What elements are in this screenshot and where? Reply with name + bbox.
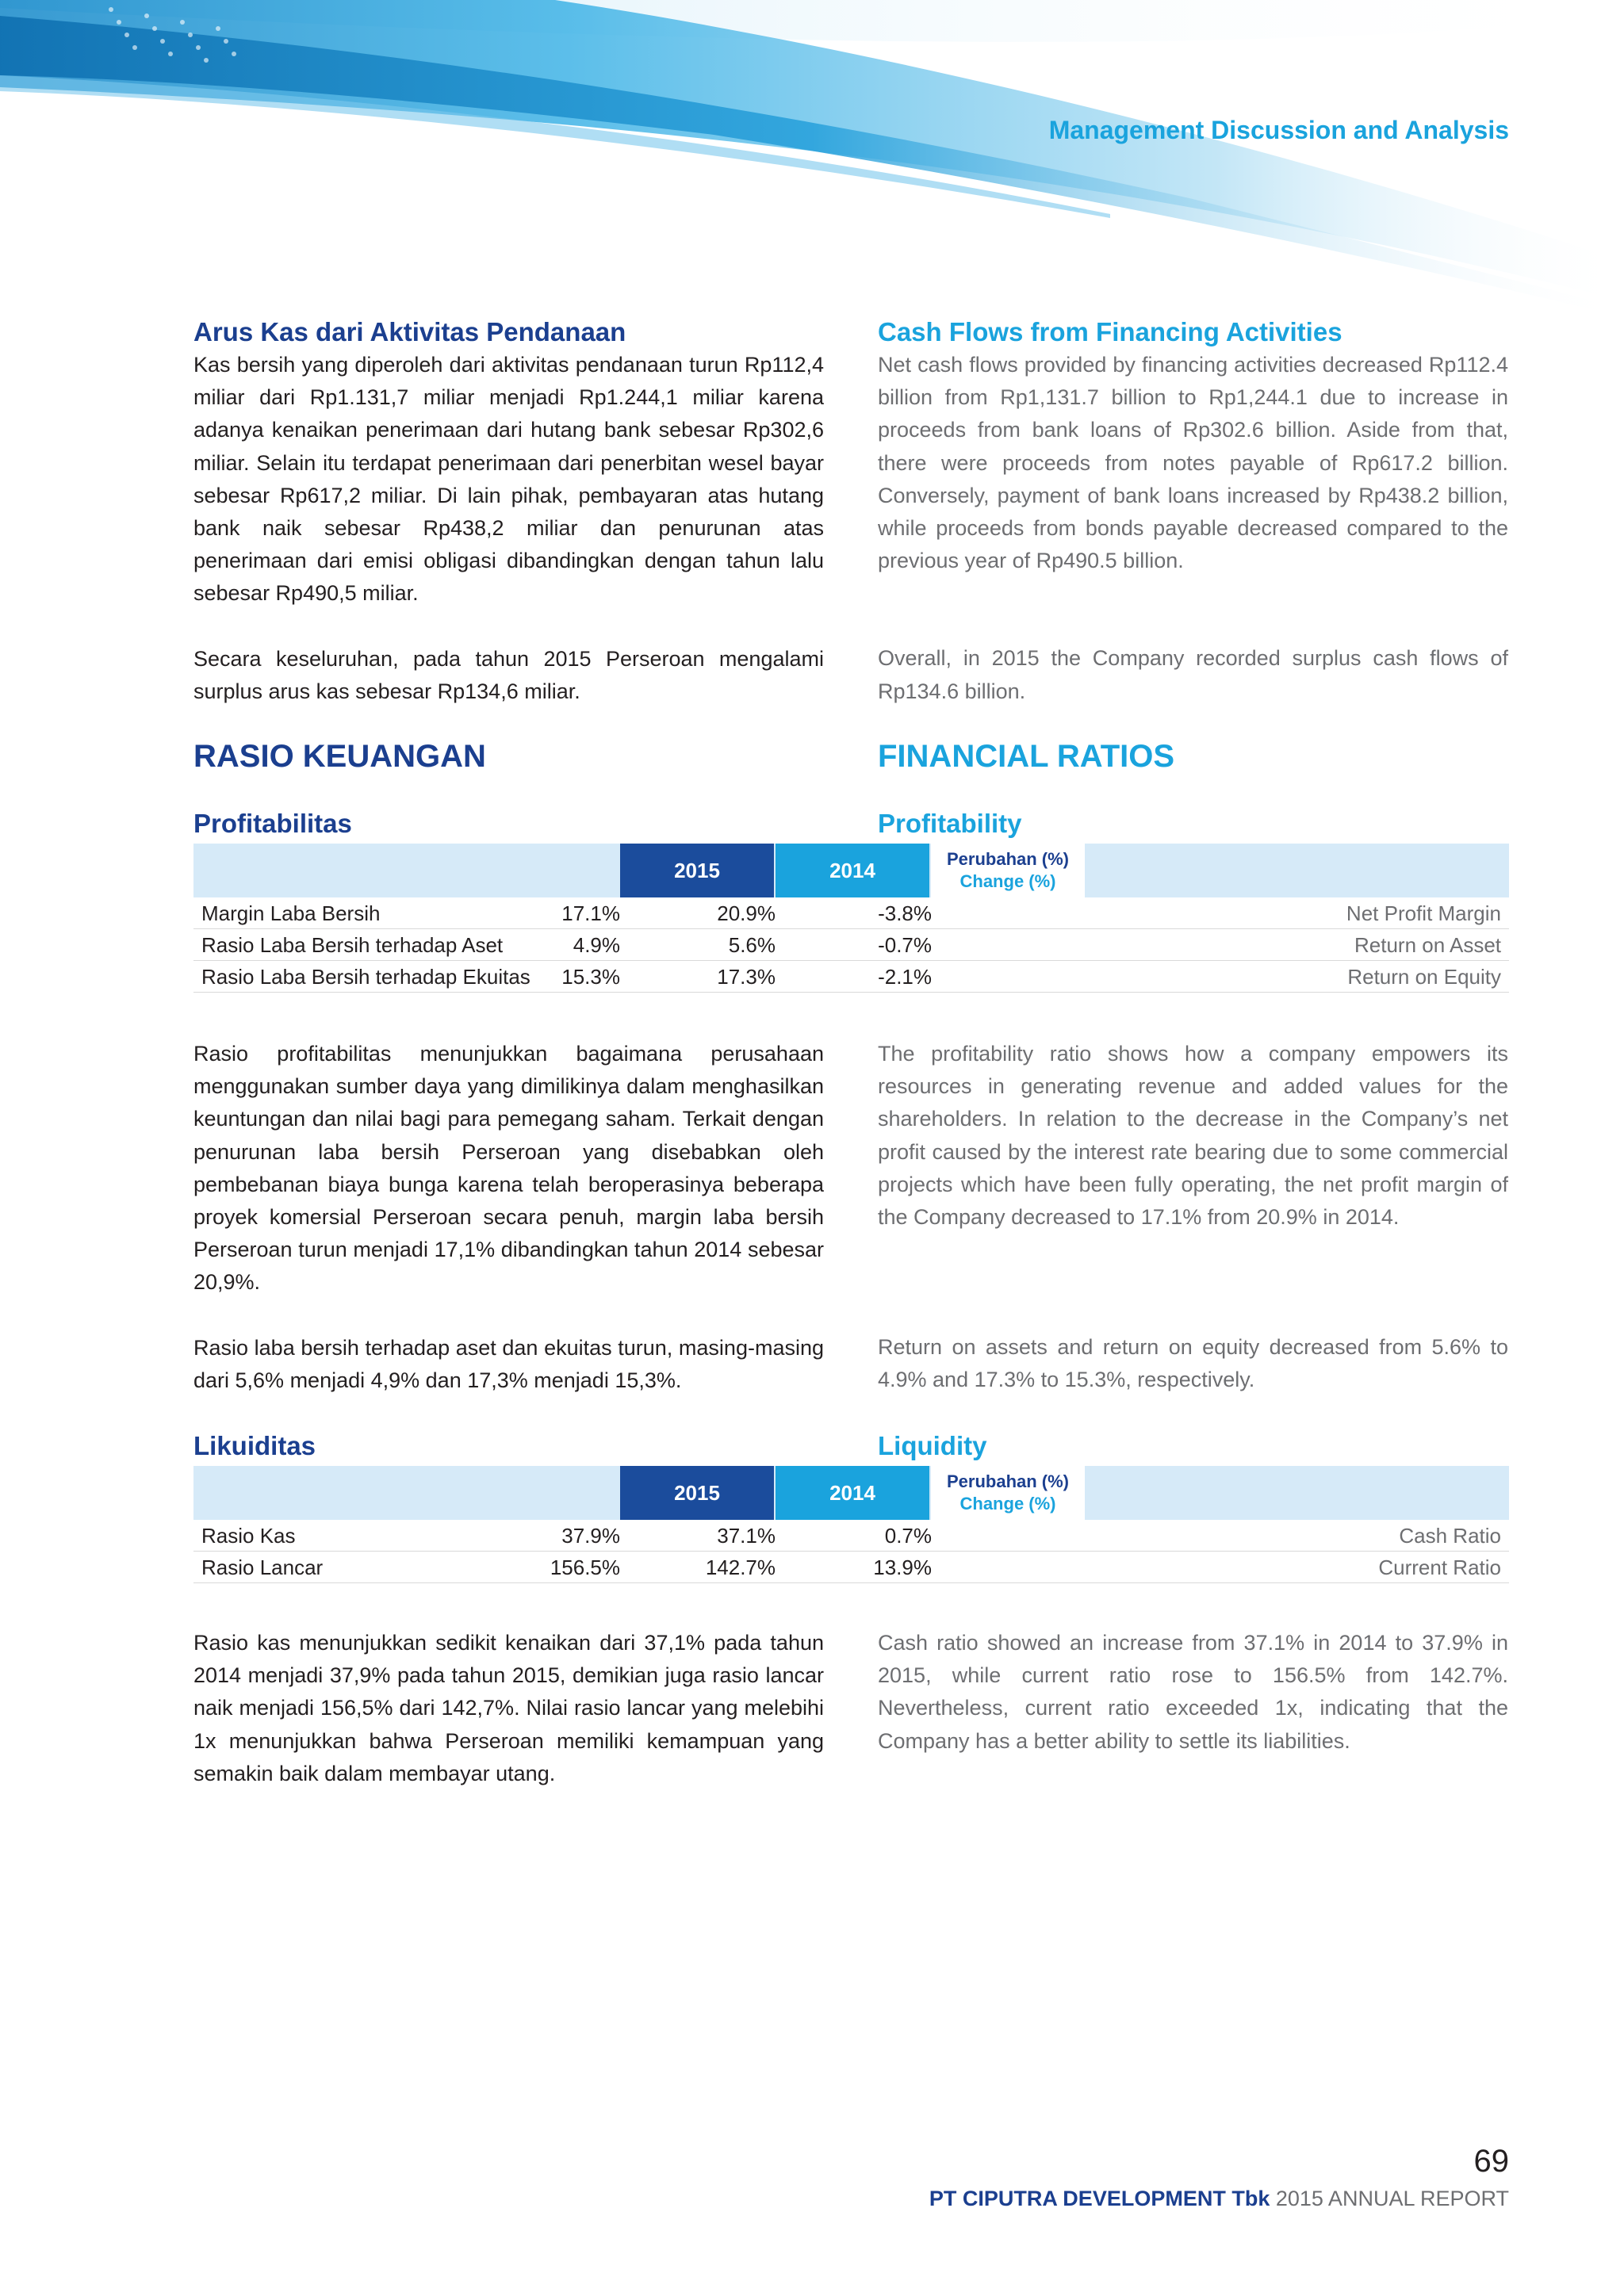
col-change-id: Perubahan (%) [946, 1471, 1070, 1491]
col-change [931, 844, 1085, 897]
row-2014: 20.9% [717, 901, 776, 925]
row-label-en: Return on Equity [1347, 965, 1501, 989]
row-2015: 17.1% [561, 901, 620, 925]
row-2014: 37.1% [717, 1524, 776, 1548]
liquidity-id-heading: Likuiditas [193, 1431, 316, 1460]
financing-id-heading: Arus Kas dari Aktivitas Pendanaan [193, 317, 626, 346]
col-2015: 2015 [620, 1466, 774, 1520]
footer-report-line [929, 2187, 1509, 2211]
table-row [193, 961, 1509, 993]
profitability-id-paragraph-2: Rasio laba bersih terhadap aset dan ekuitas turun, masing-masing dari 5,6% menjadi 4,9% dan 17,3% menjadi 15,3%. [193, 1335, 824, 1392]
row-2014: 142.7% [705, 1556, 776, 1579]
row-label-id: Rasio Laba Bersih terhadap Ekuitas [201, 965, 530, 989]
col-change [931, 1466, 1085, 1520]
col-2014: 2014 [776, 844, 929, 897]
financing-en-summary: Overall, in 2015 the Company recorded surplus cash flows of Rp134.6 billion. [878, 646, 1508, 703]
row-label-en: Net Profit Margin [1346, 901, 1501, 925]
footer-company: PT CIPUTRA DEVELOPMENT Tbk [929, 2187, 1270, 2210]
liquidity-table [193, 1466, 1509, 1583]
section-title: Management Discussion and Analysis [1048, 116, 1509, 144]
liquidity-en-paragraph: Cash ratio showed an increase from 37.1% in 2014 to 37.9% in 2015, while current ratio rose to 156.5% from 142.7%. Nevertheless, current ratio exceeded 1x, indicating that the Company has a better ability to settle its liabilities. [878, 1631, 1508, 1753]
row-2015: 15.3% [561, 965, 620, 989]
row-label-en: Cash Ratio [1399, 1524, 1501, 1548]
row-change: -2.1% [878, 965, 932, 989]
profitability-en-heading: Profitability [878, 809, 1022, 838]
row-label-id: Rasio Kas [201, 1524, 296, 1548]
row-2015: 37.9% [561, 1524, 620, 1548]
liquidity-en-block [878, 1627, 1508, 1758]
row-2015: 156.5% [550, 1556, 620, 1579]
ratios-id-heading: RASIO KEUANGAN [193, 739, 486, 774]
page-number: 69 [1473, 2144, 1509, 2179]
financing-id-paragraph: Kas bersih yang diperoleh dari aktivitas pendanaan turun Rp112,4 miliar dari Rp1.131,7 miliar menjadi Rp1.244,1 miliar karena adanya kenaikan penerimaan dari hutang bank sebesar Rp302,6 miliar. Selain itu terdapat penerimaan dari penerbitan wesel bayar sebesar Rp617,2 miliar. Di lain pihak, pembayaran atas hutang bank naik sebesar Rp438,2 miliar dan penurunan atas penerimaan dari emisi obligasi dibandingkan dengan tahun lalu sebesar Rp490,5 miliar. [193, 353, 824, 606]
row-2015: 4.9% [573, 933, 620, 957]
profitability-en-paragraph-2: Return on assets and return on equity decreased from 5.6% to 4.9% and 17.3% to 15.3%, respectively. [878, 1335, 1508, 1392]
liquidity-en-heading: Liquidity [878, 1431, 987, 1460]
row-label-en: Current Ratio [1378, 1556, 1501, 1579]
row-change: -3.8% [878, 901, 932, 925]
profitability-id-paragraph: Rasio profitabilitas menunjukkan bagaimana perusahaan menggunakan sumber daya yang dimilikinya dalam menghasilkan keuntungan dan nilai bagi para pemegang saham. Terkait dengan penurunan laba bersih Perseroan yang disebabkan oleh pembebanan biaya bunga karena telah beroperasinya beberapa proyek komersial Perseroan secara penuh, margin laba bersih Perseroan turun menjadi 17,1% dibandingkan tahun 2014 sebesar 20,9%. [193, 1042, 824, 1295]
financing-en-paragraph: Net cash flows provided by financing activities decreased Rp112.4 billion from Rp1,131.7 billion to Rp1,244.1 due to increase in proceeds from bank loans of Rp302.6 billion. Aside from that, there were proceeds from notes payable of Rp617.2 billion. Conversely, payment of bank loans increased by Rp438.2 billion, while proceeds from bonds payable decreased compared to the previous year of Rp490.5 billion. [878, 353, 1508, 573]
profitability-en-paragraph: The profitability ratio shows how a company empowers its resources in generating revenue and added values for the shareholders. In relation to the decrease in the Company’s net profit caused by the interest rate bearing due to some commercial projects which have been fully operating, the net profit margin of the Company decreased to 17.1% from 20.9% in 2014. [878, 1042, 1508, 1230]
col-2014: 2014 [776, 1466, 929, 1520]
col-change-en: Change (%) [959, 871, 1056, 891]
row-change: -0.7% [878, 933, 932, 957]
row-change: 13.9% [873, 1556, 932, 1579]
table-row [193, 1552, 1509, 1583]
row-2014: 5.6% [728, 933, 776, 957]
table-row [193, 929, 1509, 961]
row-label-id: Rasio Lancar [201, 1556, 324, 1579]
row-change: 0.7% [884, 1524, 932, 1548]
ratios-en-heading: FINANCIAL RATIOS [878, 739, 1175, 774]
financing-en-heading: Cash Flows from Financing Activities [878, 317, 1342, 346]
profitability-en-block [878, 1038, 1508, 1397]
financing-id-summary: Secara keseluruhan, pada tahun 2015 Perseroan mengalami surplus arus kas sebesar Rp134,6 miliar. [193, 646, 824, 703]
col-2015: 2015 [620, 844, 774, 897]
profitability-id-heading: Profitabilitas [193, 809, 352, 838]
header-wave-banner [0, 0, 1624, 333]
financing-en-block [878, 316, 1508, 708]
row-2014: 17.3% [717, 965, 776, 989]
table-row [193, 1520, 1509, 1552]
profitability-id-block [193, 1038, 824, 1397]
table-header [193, 844, 1509, 897]
footer-report: 2015 ANNUAL REPORT [1275, 2187, 1509, 2210]
table-header [193, 1466, 1509, 1520]
financing-id-block [193, 316, 824, 708]
profitability-table [193, 844, 1509, 993]
col-change-en: Change (%) [959, 1494, 1056, 1513]
row-label-id: Margin Laba Bersih [201, 901, 381, 925]
liquidity-id-block [193, 1627, 824, 1790]
liquidity-id-paragraph: Rasio kas menunjukkan sedikit kenaikan dari 37,1% pada tahun 2014 menjadi 37,9% pada tahun 2015, demikian juga rasio lancar naik menjadi 156,5% dari 142,7%. Nilai rasio lancar yang melebihi 1x menunjukkan bahwa Perseroan memiliki kemampuan yang semakin baik dalam membayar utang. [193, 1631, 824, 1785]
col-change-id: Perubahan (%) [946, 849, 1070, 869]
row-label-en: Return on Asset [1354, 933, 1501, 957]
table-row [193, 897, 1509, 929]
row-label-id: Rasio Laba Bersih terhadap Aset [201, 933, 504, 957]
